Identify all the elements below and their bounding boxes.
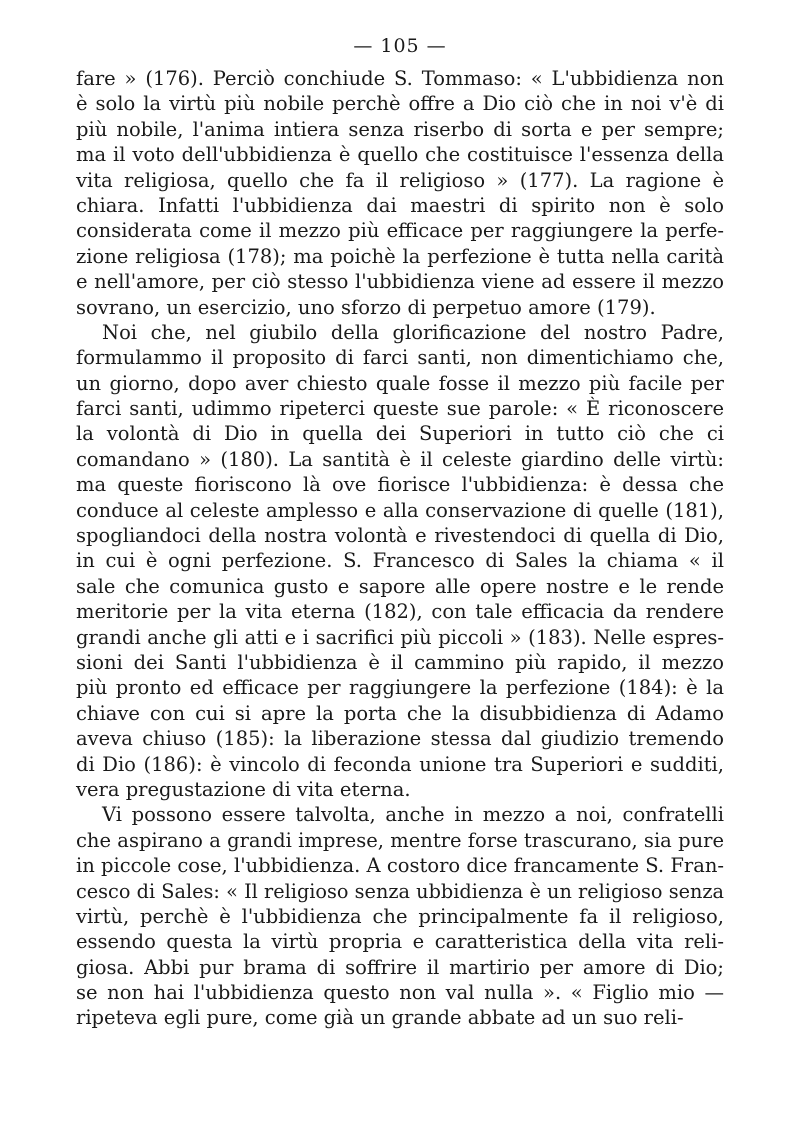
paragraph	[76, 802, 724, 1031]
text-line: in piccole cose, l'ubbidienza. A costoro dice francamente S. Fran-	[76, 854, 724, 878]
text-line: essendo questa la virtù propria e caratteristica della vita reli-	[76, 930, 724, 954]
text-line: virtù, perchè è l'ubbidienza che principalmente fa il religioso,	[76, 904, 724, 928]
text-line: sioni dei Santi l'ubbidienza è il cammino più rapido, il mezzo	[76, 650, 724, 674]
text-line: di Dio (186): è vincolo di feconda unione tra Superiori e sudditi,	[76, 752, 724, 776]
book-page	[76, 28, 724, 1031]
text-line: vera pregustazione di vita eterna.	[76, 777, 411, 801]
text-line: ripeteva egli pure, come già un grande abbate ad un suo reli-	[76, 1006, 684, 1030]
paragraph	[76, 66, 724, 320]
text-line: è solo la virtù più nobile perchè offre a Dio ciò che in noi v'è di	[76, 92, 724, 116]
text-line: considerata come il mezzo più efficace per raggiungere la perfe-	[76, 219, 724, 243]
text-line: che aspirano a grandi imprese, mentre forse trascurano, sia pure	[76, 828, 724, 852]
text-line: sale che comunica gusto e sapore alle opere nostre e le rende	[76, 574, 724, 598]
paragraph	[76, 320, 724, 802]
text-line: ma il voto dell'ubbidienza è quello che costituisce l'essenza della	[76, 143, 724, 167]
text-line: formulammo il proposito di farci santi, non dimentichiamo che,	[76, 346, 724, 370]
text-line: Noi che, nel giubilo della glorificazione del nostro Padre,	[102, 320, 724, 344]
text-line: e nell'amore, per ciò stesso l'ubbidienza viene ad essere il mezzo	[76, 270, 724, 294]
text-line: vita religiosa, quello che fa il religioso » (177). La ragione è	[76, 168, 724, 192]
text-line: zione religiosa (178); ma poichè la perfezione è tutta nella carità	[76, 244, 724, 268]
text-line: cesco di Sales: « Il religioso senza ubbidienza è un religioso senza	[76, 879, 724, 903]
text-line: se non hai l'ubbidienza questo non val nulla ». « Figlio mio —	[76, 981, 724, 1005]
text-line: comandano » (180). La santità è il celeste giardino delle virtù:	[76, 447, 724, 471]
text-line: grandi anche gli atti e i sacrifici più piccoli » (183). Nelle espres-	[76, 625, 724, 649]
page-number: — 105 —	[353, 35, 447, 57]
body-text	[76, 66, 724, 1031]
text-line: chiave con cui si apre la porta che la disubbidienza di Adamo	[76, 701, 724, 725]
text-line: giosa. Abbi pur brama di soffrire il martirio per amore di Dio;	[76, 955, 724, 979]
text-line: sovrano, un esercizio, uno sforzo di perpetuo amore (179).	[76, 295, 656, 319]
text-line: conduce al celeste amplesso e alla conservazione di quelle (181),	[76, 498, 724, 522]
text-line: Vi possono essere talvolta, anche in mezzo a noi, confratelli	[102, 803, 724, 827]
text-line: più nobile, l'anima intiera senza riserbo di sorta e per sempre;	[76, 117, 724, 141]
text-line: meritorie per la vita eterna (182), con tale efficacia da rendere	[76, 600, 724, 624]
text-line: farci santi, udimmo ripeterci queste sue parole: « È riconoscere	[76, 397, 724, 421]
text-line: in cui è ogni perfezione. S. Francesco di Sales la chiama « il	[76, 549, 724, 573]
text-line: più pronto ed efficace per raggiungere la perfezione (184): è la	[76, 676, 724, 700]
text-line: spogliandoci della nostra volontà e rivestendoci di quella di Dio,	[76, 524, 724, 548]
text-line: aveva chiuso (185): la liberazione stessa dal giudizio tremendo	[76, 727, 724, 751]
text-line: un giorno, dopo aver chiesto quale fosse il mezzo più facile per	[76, 371, 724, 395]
text-line: chiara. Infatti l'ubbidienza dai maestri di spirito non è solo	[76, 193, 724, 217]
text-line: la volontà di Dio in quella dei Superiori in tutto ciò che ci	[76, 422, 724, 446]
text-line: ma queste fioriscono là ove fiorisce l'ubbidienza: è dessa che	[76, 473, 724, 497]
text-line: fare » (176). Perciò conchiude S. Tommaso: « L'ubbidienza non	[76, 67, 724, 90]
